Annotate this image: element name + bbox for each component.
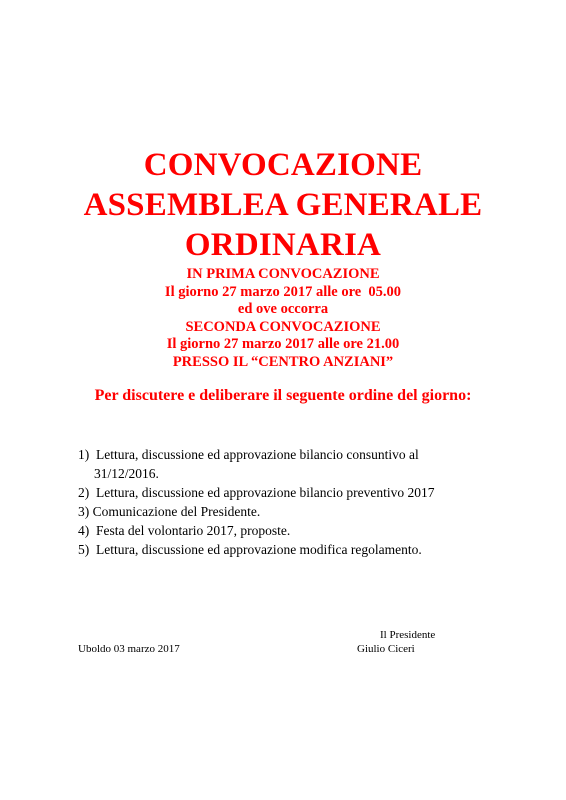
meeting-location: PRESSO IL “CENTRO ANZIANI” [172,353,394,370]
signature-name: Giulio Ciceri [357,643,415,655]
agenda-item-number: 3) [78,504,90,519]
agenda-item-number: 4) [78,523,90,538]
agenda-item-4 [78,521,518,540]
agenda-item-continuation: 31/12/2016. [94,466,159,481]
agenda-item-3 [78,502,518,521]
agenda-item-2 [78,483,518,502]
title-line-3: ORDINARIA [184,227,382,263]
agenda-item-1 [78,445,518,483]
agenda-item-number: 5) [78,542,90,557]
document-title [0,145,566,265]
agenda-item-text: Lettura, discussione ed approvazione modifica regolamento. [96,542,422,557]
agenda-intro: Per discutere e deliberare il seguente ordine del giorno: [94,387,472,404]
second-call-label: SECONDA CONVOCAZIONE [185,318,381,335]
agenda-item-number: 1) [78,447,90,462]
first-call-label: IN PRIMA CONVOCAZIONE [186,266,380,282]
place-and-date: Uboldo 03 marzo 2017 [78,643,180,655]
title-line-2: ASSEMBLEA GENERALE [83,187,483,223]
agenda-item-text: Lettura, discussione ed approvazione bilancio preventivo 2017 [96,485,435,500]
signature-role: Il Presidente [380,629,436,641]
meeting-details [0,266,566,371]
agenda-item-text: Comunicazione del Presidente. [92,504,261,519]
first-call-time: Il giorno 27 marzo 2017 alle ore 05.00 [164,283,402,300]
title-line-1: CONVOCAZIONE [143,147,423,183]
agenda-item-5 [78,540,518,559]
agenda-item-text: Festa del volontario 2017, proposte. [96,523,291,538]
second-call-time: Il giorno 27 marzo 2017 alle ore 21.00 [166,336,400,352]
fallback-note: ed ove occorra [237,301,329,317]
agenda-item-number: 2) [78,485,90,500]
agenda-item-text: Lettura, discussione ed approvazione bilancio consuntivo al [96,447,419,462]
agenda-list [78,445,518,559]
